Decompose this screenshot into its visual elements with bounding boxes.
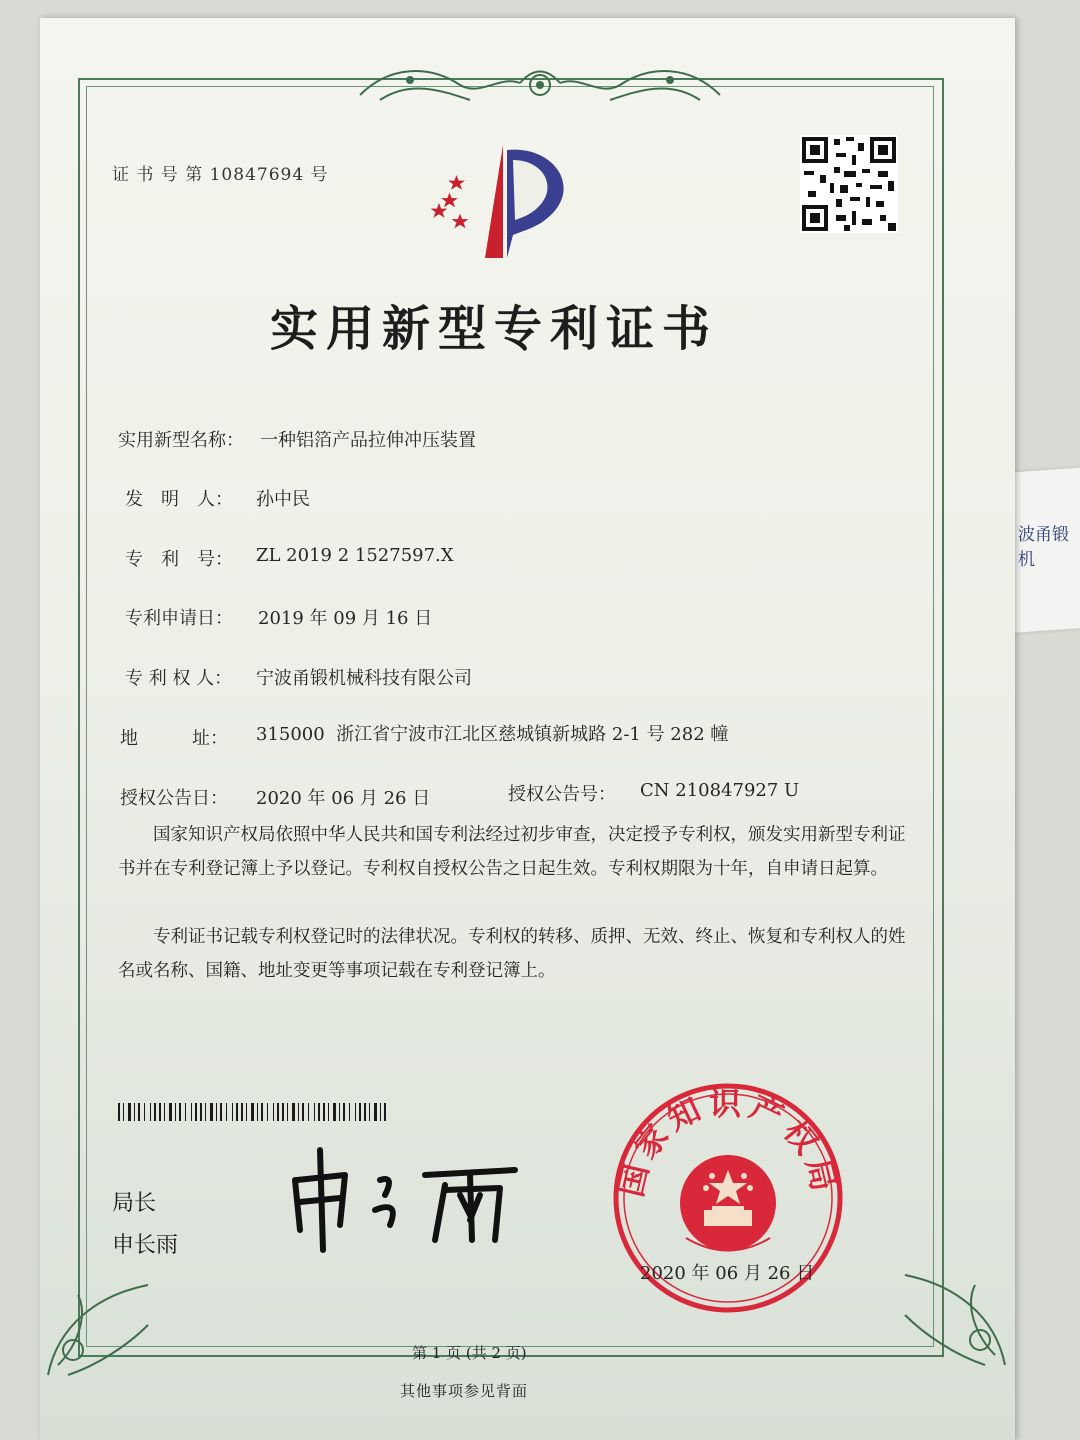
- certificate-title: 实用新型专利证书: [270, 301, 719, 357]
- utility-model-name-label: 实用新型名称：: [118, 430, 244, 451]
- underlying-sheet-text: 波甬锻机: [1018, 525, 1069, 570]
- grant-date-label: 授权公告日：: [120, 788, 228, 809]
- corner-ornament-icon: [38, 1265, 158, 1385]
- qr-code: [800, 135, 898, 233]
- address-value: 315000 浙江省宁波市江北区慈城镇新城路 2-1 号 282 幢: [256, 724, 729, 745]
- grant-number-value: CN 210847927 U: [640, 780, 800, 801]
- seal-date: 2020 年 06 月 26 日: [640, 1263, 815, 1284]
- filing-date-value: 2019 年 09 月 16 日: [258, 608, 433, 629]
- page-number: 第 1 页 (共 2 页): [412, 1344, 527, 1362]
- inventor-value: 孙中民: [256, 489, 310, 510]
- inventor-label: 发 明 人：: [125, 489, 233, 510]
- patent-office-logo-icon: [425, 140, 580, 265]
- patent-number-value: ZL 2019 2 1527597.X: [256, 545, 454, 566]
- top-ornament-icon: [350, 55, 730, 110]
- director-name: 申长雨: [112, 1233, 179, 1258]
- seal-text: 国家知识产权局: [611, 1084, 845, 1201]
- director-signature: [285, 1140, 525, 1260]
- patentee-value: 宁波甬锻机械科技有限公司: [256, 668, 472, 689]
- barcode: [118, 1103, 390, 1121]
- corner-ornament-icon: [895, 1255, 1015, 1375]
- certificate-number: 证 书 号 第 10847694 号: [112, 165, 329, 185]
- director-title: 局长: [112, 1191, 157, 1216]
- legal-status-paragraph: 专利证书记载专利权登记时的法律状况。专利权的转移、质押、无效、终止、恢复和专利权人的姓名或名称、国籍、地址变更等事项记载在专利登记簿上。: [118, 927, 906, 981]
- grant-number-label: 授权公告号：: [508, 784, 616, 805]
- filing-date-label: 专利申请日：: [125, 608, 233, 629]
- grant-date-value: 2020 年 06 月 26 日: [256, 788, 431, 809]
- address-label: 地 址：: [120, 728, 228, 749]
- grant-statement-paragraph: 国家知识产权局依照中华人民共和国专利法经过初步审查，决定授予专利权，颁发实用新型专利证书并在专利登记簿上予以登记。专利权自授权公告之日起生效。专利权期限为十年，自申请日起算。: [118, 825, 906, 879]
- patent-number-label: 专 利 号：: [125, 549, 233, 570]
- patentee-label: 专 利 权 人：: [125, 668, 233, 689]
- utility-model-name-value: 一种铝箔产品拉伸冲压装置: [260, 430, 476, 451]
- footer-note: 其他事项参见背面: [400, 1382, 529, 1400]
